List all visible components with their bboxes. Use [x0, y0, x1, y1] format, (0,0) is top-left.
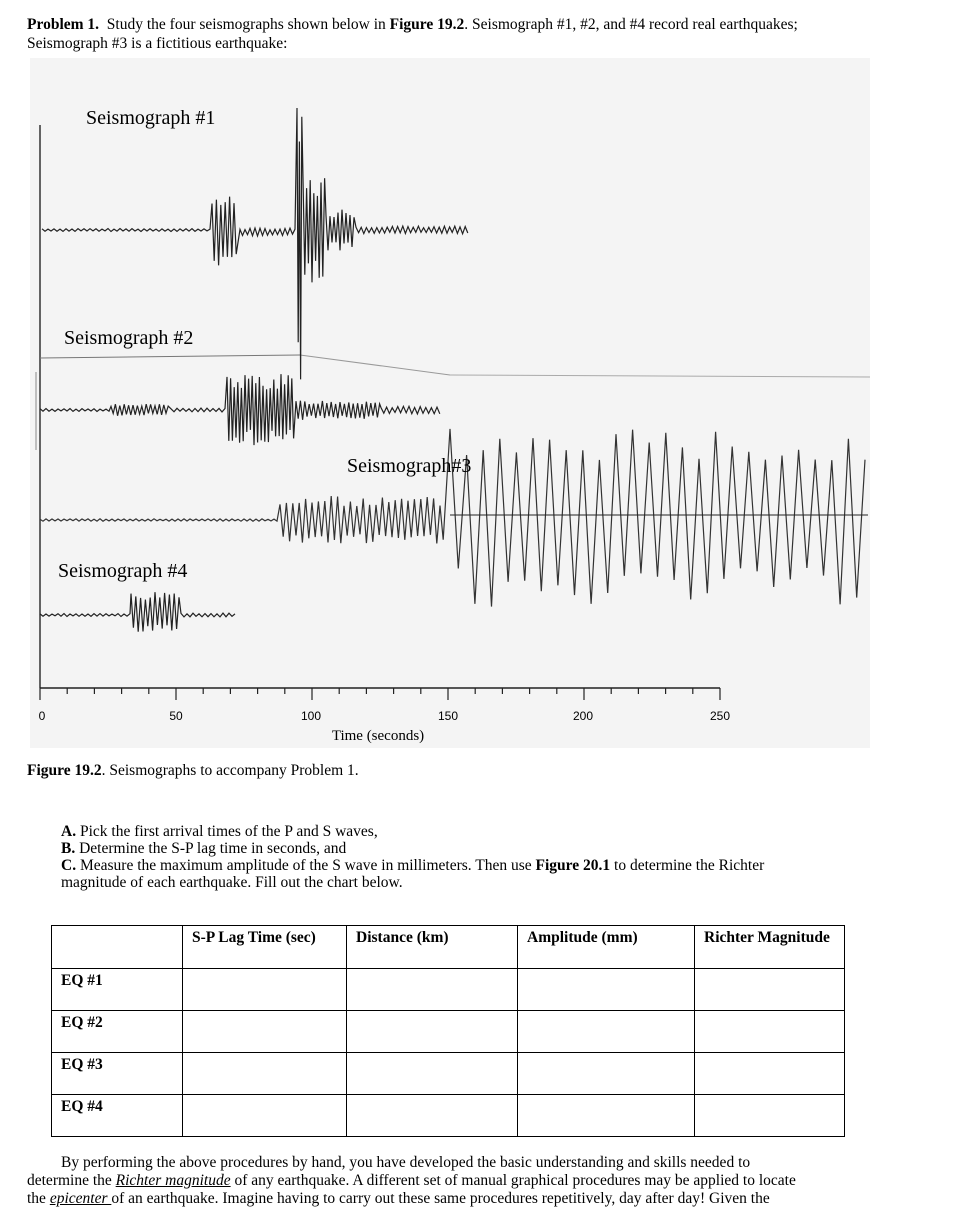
cell-eq2-magnitude[interactable] — [695, 1011, 845, 1053]
step-b — [61, 840, 881, 857]
seismograph-4-label: Seismograph #4 — [58, 560, 188, 582]
step-c — [61, 857, 881, 874]
row-label-eq1: EQ #1 — [52, 969, 183, 1011]
closing-line-1: By performing the above procedures by hand, you have developed the basic understanding and skills needed to — [61, 1154, 751, 1171]
step-c-figure-ref: Figure 20.1 — [535, 857, 611, 874]
cell-eq1-amplitude[interactable] — [518, 969, 695, 1011]
step-a — [61, 823, 881, 840]
cell-eq2-amplitude[interactable] — [518, 1011, 695, 1053]
tick-label-50: 50 — [169, 709, 183, 723]
cell-eq3-distance[interactable] — [347, 1053, 518, 1095]
problem-text-1: Study the four seismographs shown below in — [106, 16, 390, 33]
cell-eq1-distance[interactable] — [347, 969, 518, 1011]
step-c-line-2: magnitude of each earthquake. Fill out the chart below. — [61, 874, 403, 891]
row-label-eq3: EQ #3 — [52, 1053, 183, 1095]
step-c-text: Measure the maximum amplitude of the S wave in millimeters. Then use — [79, 857, 536, 874]
problem-figure-ref: Figure 19.2 — [389, 16, 465, 33]
problem-text-2: . Seismograph #1, #2, and #4 record real earthquakes; — [464, 16, 798, 33]
header-distance: Distance (km) — [347, 926, 518, 969]
closing-line-2a: determine the — [27, 1172, 116, 1189]
instruction-steps — [61, 823, 881, 891]
header-blank — [52, 926, 183, 969]
cell-eq4-magnitude[interactable] — [695, 1095, 845, 1137]
header-amplitude: Amplitude (mm) — [518, 926, 695, 969]
row-label-eq2: EQ #2 — [52, 1011, 183, 1053]
header-richter-text: Richter Magnitude — [704, 929, 830, 946]
tick-label-200: 200 — [572, 709, 594, 723]
closing-line-3 — [27, 1190, 932, 1208]
problem-label: Problem 1. — [27, 16, 100, 33]
header-richter — [695, 926, 845, 969]
closing-line-3a: the — [27, 1190, 50, 1207]
step-c-text-2: to determine the Richter — [610, 857, 765, 874]
cell-eq4-distance[interactable] — [347, 1095, 518, 1137]
closing-paragraph — [27, 1154, 932, 1208]
term-epicenter: epicenter — [49, 1190, 112, 1207]
cell-eq4-lag[interactable] — [183, 1095, 347, 1137]
closing-line-2 — [27, 1172, 932, 1190]
step-b-text: Determine the S-P lag time in seconds, and — [79, 840, 347, 857]
table-row — [52, 1053, 845, 1095]
closing-line-3b: of an earthquake. Imagine having to carry out these same procedures repetitively, day after day! Given the — [111, 1190, 770, 1207]
table-header-row — [52, 926, 845, 969]
cell-eq3-amplitude[interactable] — [518, 1053, 695, 1095]
caption-label: Figure 19.2 — [27, 762, 102, 779]
table-row — [52, 1011, 845, 1053]
table-row — [52, 969, 845, 1011]
closing-line-2b: of any earthquake. A different set of manual graphical procedures may be applied to locate — [230, 1172, 796, 1189]
row-label-eq4: EQ #4 — [52, 1095, 183, 1137]
step-a-text: Pick the first arrival times of the P and S waves, — [79, 823, 378, 840]
cell-eq1-lag[interactable] — [183, 969, 347, 1011]
caption-text: . Seismographs to accompany Problem 1. — [101, 762, 359, 779]
figure-caption — [27, 762, 359, 780]
problem-line-2: Seismograph #3 is a fictitious earthquake: — [27, 35, 288, 52]
tick-label-250: 250 — [709, 709, 731, 723]
seismograph-2-label: Seismograph #2 — [64, 327, 194, 349]
term-richter-magnitude: Richter magnitude — [115, 1172, 231, 1189]
tick-label-150: 150 — [437, 709, 459, 723]
step-b-letter: B. — [61, 840, 76, 857]
cell-eq3-lag[interactable] — [183, 1053, 347, 1095]
results-table — [51, 925, 845, 1137]
tick-label-100: 100 — [300, 709, 322, 723]
header-sp-lag: S-P Lag Time (sec) — [183, 926, 347, 969]
seismograph-3-label: Seismograph#3 — [347, 455, 472, 477]
cell-eq1-magnitude[interactable] — [695, 969, 845, 1011]
cell-eq3-magnitude[interactable] — [695, 1053, 845, 1095]
step-a-letter: A. — [61, 823, 77, 840]
step-c-letter: C. — [61, 857, 77, 874]
tick-label-0: 0 — [38, 709, 46, 723]
table-row — [52, 1095, 845, 1137]
cell-eq2-distance[interactable] — [347, 1011, 518, 1053]
cell-eq4-amplitude[interactable] — [518, 1095, 695, 1137]
time-axis-label: Time (seconds) — [331, 728, 425, 744]
seismograph-1-label: Seismograph #1 — [86, 107, 216, 129]
figure-background — [30, 58, 870, 748]
cell-eq2-lag[interactable] — [183, 1011, 347, 1053]
